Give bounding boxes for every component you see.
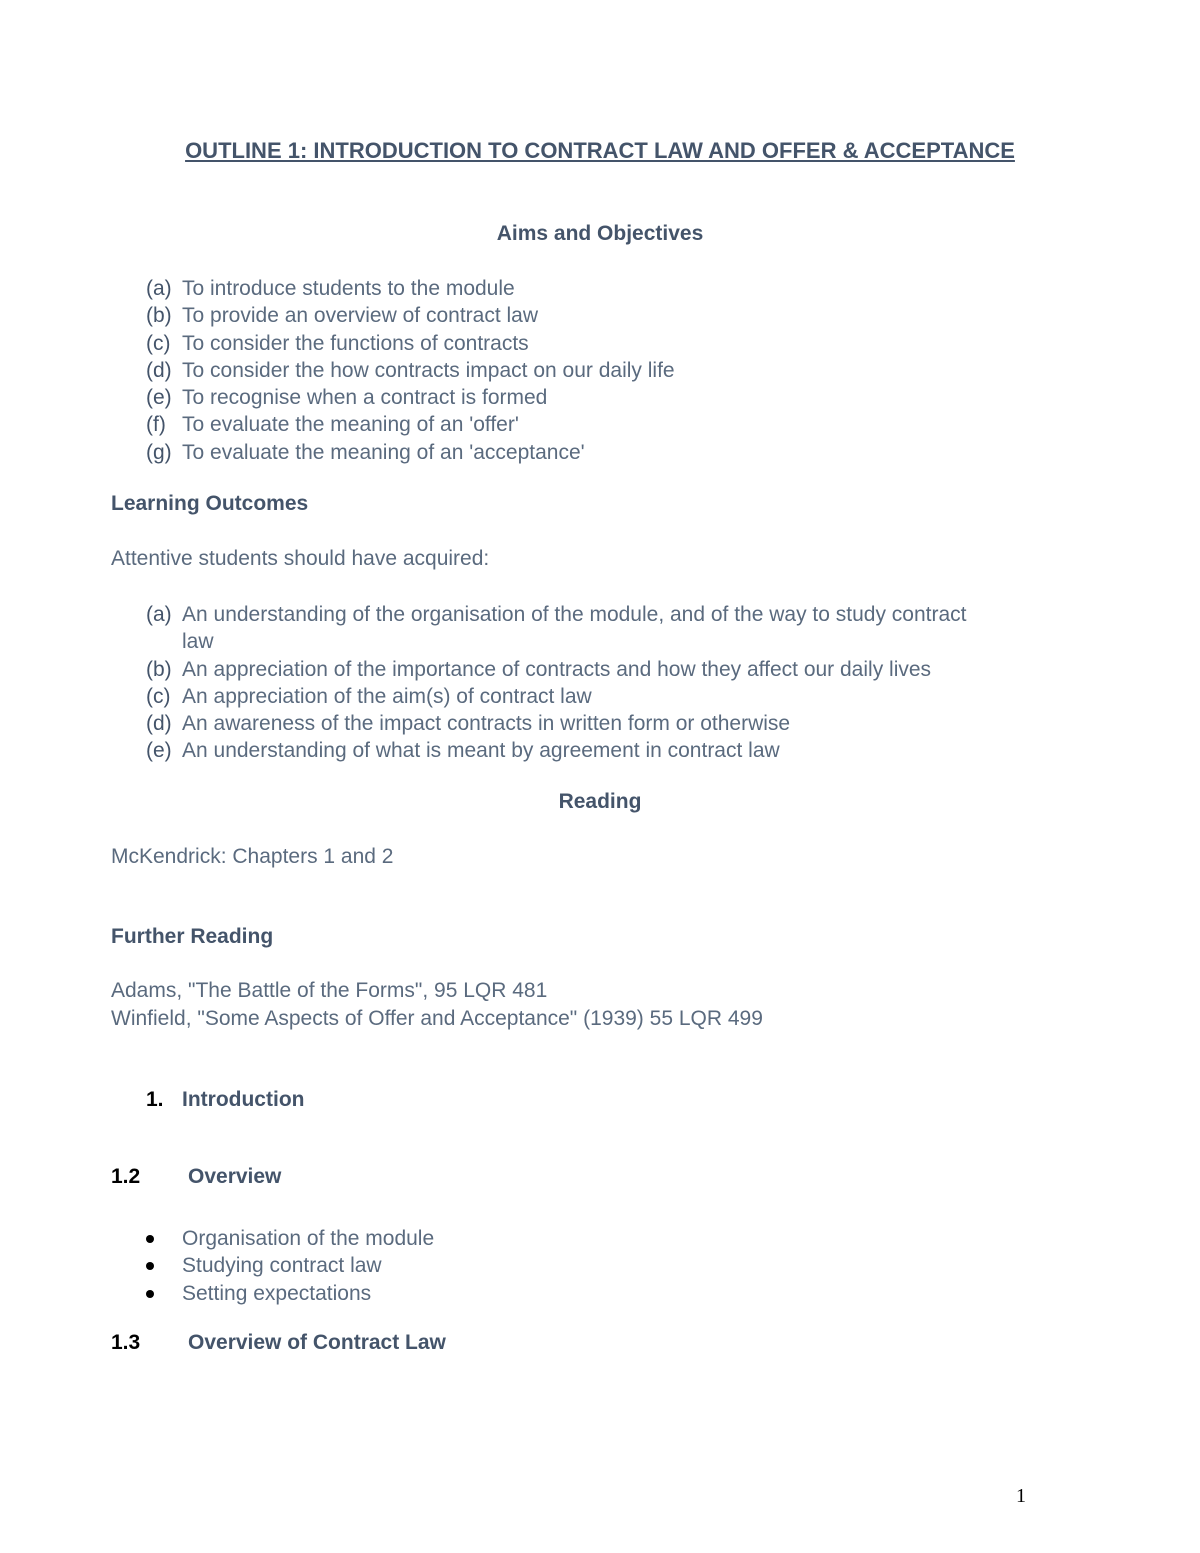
reading-heading: Reading (558, 790, 642, 813)
list-marker: (c) (146, 684, 171, 708)
list-item (146, 683, 967, 710)
section-number: 1.3 (111, 1331, 141, 1354)
page-number: 1 (1016, 1485, 1026, 1507)
list-item (146, 275, 675, 302)
list-item (146, 710, 967, 737)
list-marker: (e) (146, 739, 172, 763)
list-item-text: To evaluate the meaning of an 'offer' (182, 413, 519, 437)
list-marker: (b) (146, 657, 172, 681)
list-item (146, 601, 967, 656)
list-marker: (f) (146, 413, 166, 437)
list-marker: (a) (146, 603, 172, 626)
list-item-text-continued: law (182, 630, 214, 654)
list-item-text: An appreciation of the importance of contracts and how they affect our daily lives (182, 657, 932, 681)
list-item-text: An awareness of the impact contracts in written form or otherwise (182, 712, 791, 736)
list-item (146, 737, 967, 764)
list-marker: (a) (146, 277, 172, 300)
list-marker: (b) (146, 304, 172, 328)
list-item-text: To consider the how contracts impact on our daily life (182, 358, 675, 382)
list-item (146, 302, 675, 329)
aims-list (146, 275, 675, 466)
list-item-text: To consider the functions of contracts (182, 331, 529, 355)
section-number: 1. (146, 1088, 164, 1111)
list-item-text: Organisation of the module (182, 1227, 435, 1250)
list-item (146, 384, 675, 411)
list-item (146, 1252, 434, 1279)
list-item-text: To provide an overview of contract law (182, 304, 539, 328)
section-1-3-label: Overview of Contract Law (188, 1331, 446, 1354)
list-item (146, 1280, 434, 1307)
list-marker: (e) (146, 386, 172, 410)
reading-text: McKendrick: Chapters 1 and 2 (111, 845, 394, 868)
outcomes-intro: Attentive students should have acquired: (111, 547, 490, 570)
section-1-2-label: Overview (188, 1165, 282, 1188)
further-reading-heading: Further Reading (111, 925, 274, 948)
list-item-text: Setting expectations (182, 1281, 372, 1305)
overview-bullet-list (146, 1225, 434, 1307)
list-item (146, 1225, 434, 1252)
bullet-icon (146, 1235, 154, 1243)
outcomes-list (146, 601, 967, 765)
section-1-3-number (111, 1331, 140, 1355)
list-item (146, 357, 675, 384)
list-item-text: Studying contract law (182, 1254, 382, 1278)
section-1-2-number (111, 1165, 140, 1189)
section-1-heading (146, 1088, 164, 1112)
further-reading-item: Winfield, "Some Aspects of Offer and Acceptance" (1939) 55 LQR 499 (111, 1007, 763, 1030)
list-marker: (d) (146, 358, 172, 382)
list-item (146, 656, 967, 683)
list-item (146, 439, 675, 466)
aims-heading: Aims and Objectives (496, 222, 704, 245)
list-item-text: An understanding of what is meant by agreement in contract law (182, 739, 780, 763)
list-item (146, 411, 675, 438)
list-item-text: An appreciation of the aim(s) of contract law (182, 684, 592, 708)
list-item-text: To introduce students to the module (182, 277, 515, 300)
section-1-label: Introduction (182, 1088, 305, 1111)
list-item-text: To evaluate the meaning of an 'acceptance' (182, 440, 585, 464)
further-reading-item: Adams, "The Battle of the Forms", 95 LQR 481 (111, 979, 548, 1002)
section-number: 1.2 (111, 1165, 141, 1188)
bullet-icon (146, 1290, 154, 1298)
list-item-text: An understanding of the organisation of the module, and of the way to study contract (182, 603, 967, 626)
list-marker: (g) (146, 440, 172, 464)
learning-outcomes-heading: Learning Outcomes (111, 492, 309, 515)
list-item-text: To recognise when a contract is formed (182, 386, 548, 410)
page-title: OUTLINE 1: INTRODUCTION TO CONTRACT LAW AND OFFER & ACCEPTANCE (185, 138, 1015, 163)
list-item (146, 330, 675, 357)
bullet-icon (146, 1262, 154, 1270)
list-marker: (d) (146, 712, 172, 736)
list-marker: (c) (146, 331, 171, 355)
